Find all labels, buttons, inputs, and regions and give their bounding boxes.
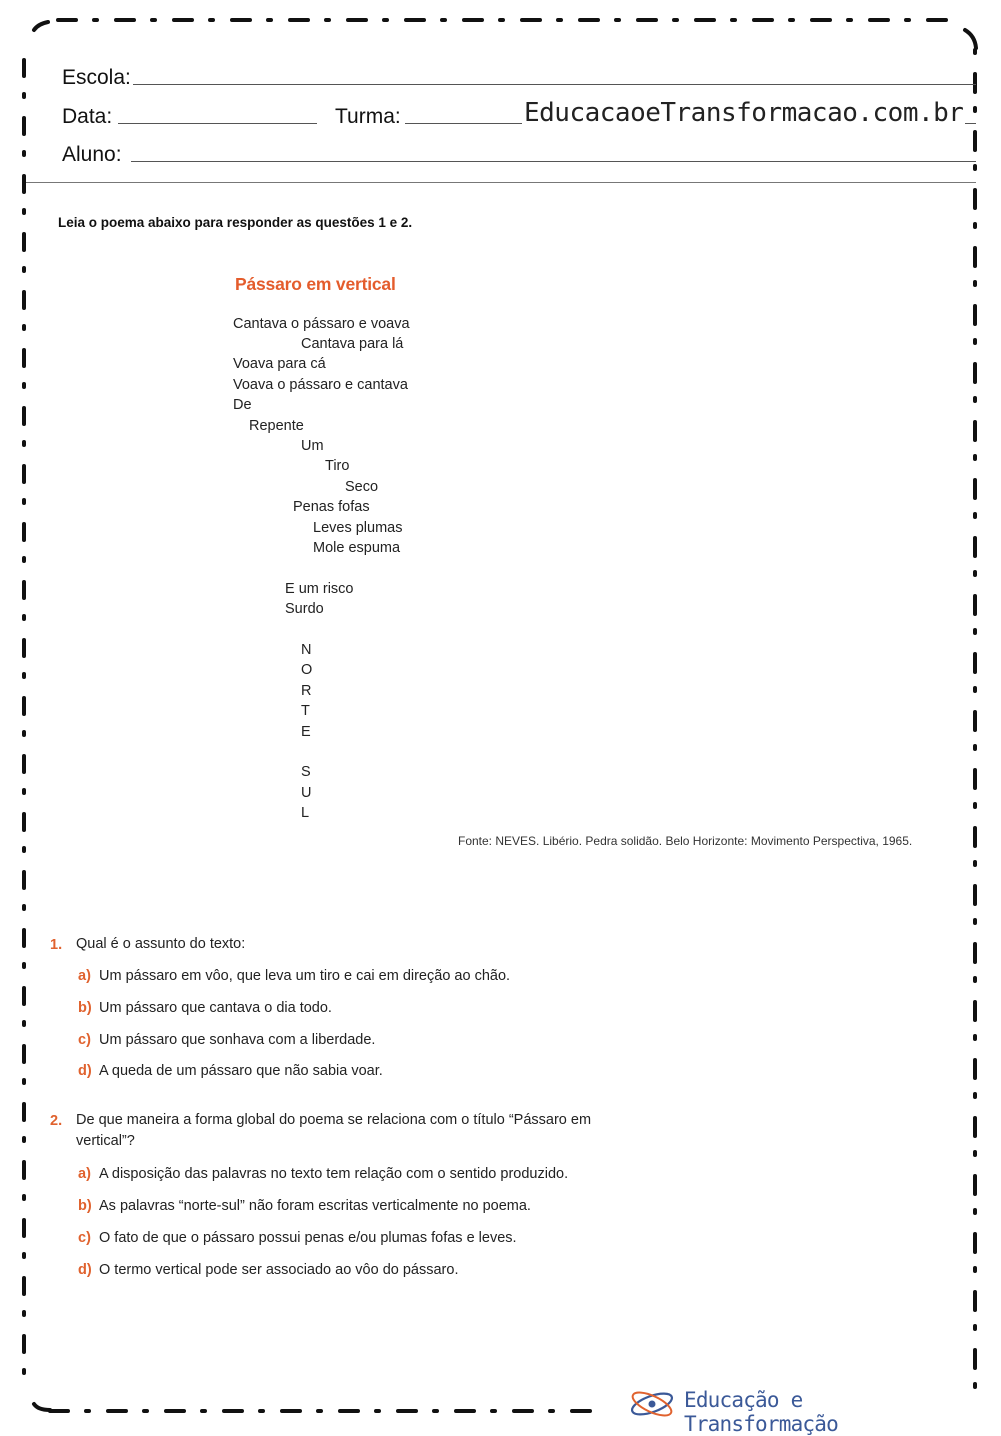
poem-line: Penas fofas bbox=[293, 499, 370, 515]
poem-letter: O bbox=[301, 662, 313, 678]
poem-line: Voava para cá bbox=[233, 356, 326, 372]
question-number: 2. bbox=[50, 1113, 63, 1129]
poem-line: Um bbox=[301, 438, 324, 454]
option-d-text[interactable]: A queda de um pássaro que não sabia voar. bbox=[99, 1063, 383, 1079]
poem-line: Cantava o pássaro e voava bbox=[233, 316, 410, 332]
option-a-text[interactable]: A disposição das palavras no texto tem relação com o sentido produzido. bbox=[99, 1166, 569, 1182]
option-letter: b) bbox=[78, 1198, 92, 1214]
poem-line: E um risco bbox=[285, 581, 354, 597]
option-letter: d) bbox=[78, 1063, 92, 1079]
poem-letter: N bbox=[301, 642, 312, 658]
poem-letter: L bbox=[301, 805, 310, 821]
option-c-text[interactable]: Um pássaro que sonhava com a liberdade. bbox=[99, 1032, 376, 1048]
option-letter: a) bbox=[78, 968, 91, 984]
poem-letter: T bbox=[301, 703, 310, 719]
option-d-text[interactable]: O termo vertical pode ser associado ao vôo do pássaro. bbox=[99, 1262, 459, 1278]
student-field[interactable] bbox=[131, 161, 976, 162]
poem-title: Pássaro em vertical bbox=[235, 274, 396, 294]
poem-line: Cantava para lá bbox=[301, 336, 404, 352]
poem-letter: S bbox=[301, 764, 311, 780]
poem-line: Voava o pássaro e cantava bbox=[233, 377, 408, 393]
class-label: Turma: bbox=[335, 105, 401, 128]
poem-line: Leves plumas bbox=[313, 520, 403, 536]
option-c-text[interactable]: O fato de que o pássaro possui penas e/ou plumas fofas e leves. bbox=[99, 1230, 517, 1246]
option-letter: c) bbox=[78, 1230, 91, 1246]
poem-line: De bbox=[233, 397, 252, 413]
orbit-swirl-icon bbox=[628, 1384, 680, 1424]
date-field[interactable] bbox=[118, 123, 317, 124]
school-field[interactable] bbox=[133, 84, 976, 85]
option-a-text[interactable]: Um pássaro em vôo, que leva um tiro e cai em direção ao chão. bbox=[99, 968, 511, 984]
school-label: Escola: bbox=[62, 66, 131, 89]
date-label: Data: bbox=[62, 105, 113, 128]
instruction-text: Leia o poema abaixo para responder as questões 1 e 2. bbox=[58, 215, 413, 230]
question-text: De que maneira a forma global do poema se relaciona com o título “Pássaro em vertical”? bbox=[76, 1112, 592, 1149]
header-divider bbox=[26, 182, 976, 183]
option-letter: d) bbox=[78, 1262, 92, 1278]
poem-letter: U bbox=[301, 785, 312, 801]
poem-letter: E bbox=[301, 724, 311, 740]
option-b-text[interactable]: Um pássaro que cantava o dia todo. bbox=[99, 1000, 332, 1016]
question-text: Qual é o assunto do texto: bbox=[76, 936, 246, 952]
poem-line: Tiro bbox=[325, 458, 350, 474]
poem-line: Mole espuma bbox=[313, 540, 401, 556]
logo-text: Educação e Transformação bbox=[684, 1388, 838, 1436]
question-number: 1. bbox=[50, 937, 63, 953]
website-watermark: EducacaoeTransformacao.com.br bbox=[524, 98, 964, 128]
poem-source: Fonte: NEVES. Libério. Pedra solidão. Belo Horizonte: Movimento Perspectiva, 1965. bbox=[458, 834, 913, 848]
poem-line: Seco bbox=[345, 479, 379, 495]
poem-line: Surdo bbox=[285, 601, 324, 617]
poem-line: Repente bbox=[249, 418, 304, 434]
student-label: Aluno: bbox=[62, 143, 122, 166]
footer-logo bbox=[628, 1384, 958, 1436]
option-letter: b) bbox=[78, 1000, 92, 1016]
option-letter: a) bbox=[78, 1166, 91, 1182]
poem-letter: R bbox=[301, 683, 312, 699]
option-letter: c) bbox=[78, 1032, 91, 1048]
option-b-text[interactable]: As palavras “norte-sul” não foram escritas verticalmente no poema. bbox=[99, 1198, 531, 1214]
